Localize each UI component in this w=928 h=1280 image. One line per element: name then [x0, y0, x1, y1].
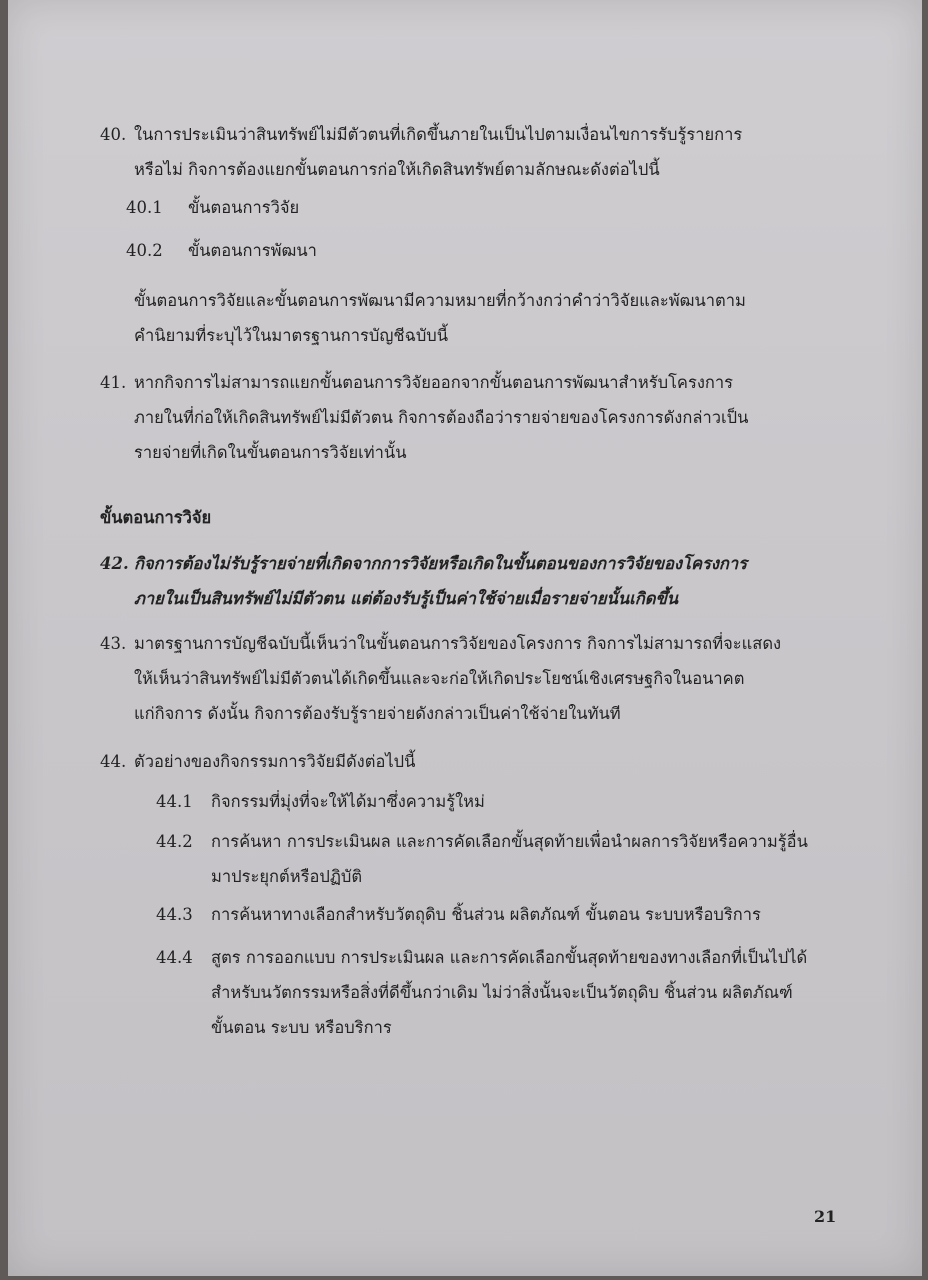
subitem-number: 40.1 [126, 198, 163, 217]
subitem-number: 44.2 [156, 832, 193, 851]
text-line: รายจ่ายที่เกิดในขั้นตอนการวิจัยเท่านั้น [134, 443, 407, 462]
text-line: ขั้นตอนการพัฒนา [188, 241, 317, 260]
paragraph-40-continuation [134, 283, 746, 353]
text-line: กิจการต้องไม่รับรู้รายจ่ายที่เกิดจากการวิจัยหรือเกิดในขั้นตอนของการวิจัยของโครงการ [134, 554, 748, 573]
text-line: การค้นหา การประเมินผล และการคัดเลือกขั้นสุดท้ายเพื่อนำผลการวิจัยหรือความรู้อื่น [211, 832, 808, 851]
text-line: ภายในที่ก่อให้เกิดสินทรัพย์ไม่มีตัวตน กิจการต้องถือว่ารายจ่ายของโครงการดังกล่าวเป็น [134, 408, 749, 427]
text-line: ตัวอย่างของกิจกรรมการวิจัยมีดังต่อไปนี้ [134, 752, 416, 771]
text-line: หากกิจการไม่สามารถแยกขั้นตอนการวิจัยออกจากขั้นตอนการพัฒนาสำหรับโครงการ [134, 373, 734, 392]
text-line: หรือไม่ กิจการต้องแยกขั้นตอนการก่อให้เกิดสินทรัพย์ตามลักษณะดังต่อไปนี้ [134, 160, 660, 179]
section-heading: ขั้นตอนการวิจัย [100, 508, 212, 527]
text-line: แก่กิจการ ดังนั้น กิจการต้องรับรู้รายจ่ายดังกล่าวเป็นค่าใช้จ่ายในทันที [134, 704, 621, 723]
text-line: มาตรฐานการบัญชีฉบับนี้เห็นว่าในขั้นตอนการวิจัยของโครงการ กิจการไม่สามารถที่จะแสดง [134, 634, 782, 653]
subitem-number: 40.2 [126, 241, 163, 260]
paragraph-number: 42. [100, 554, 129, 573]
text-line: ขั้นตอน ระบบ หรือบริการ [211, 1018, 392, 1037]
text-line: คำนิยามที่ระบุไว้ในมาตรฐานการบัญชีฉบับนี้ [134, 326, 449, 345]
paragraph-number: 44. [100, 752, 127, 771]
text-line: ขั้นตอนการวิจัย [188, 198, 300, 217]
paragraph-number: 41. [100, 373, 127, 392]
text-line: สำหรับนวัตกรรมหรือสิ่งที่ดีขึ้นกว่าเดิม ไม่ว่าสิ่งนั้นจะเป็นวัตถุดิบ ชิ้นส่วน ผลิตภัณฑ์ [211, 983, 793, 1002]
text-line: การค้นหาทางเลือกสำหรับวัตถุดิบ ชิ้นส่วน ผลิตภัณฑ์ ขั้นตอน ระบบหรือบริการ [211, 905, 761, 924]
subitem-number: 44.1 [156, 792, 193, 811]
paragraph-number: 40. [100, 125, 127, 144]
text-line: ภายในเป็นสินทรัพย์ไม่มีตัวตน แต่ต้องรับรู้เป็นค่าใช้จ่ายเมื่อรายจ่ายนั้นเกิดขึ้น [134, 589, 679, 608]
page-number: 21 [814, 1207, 837, 1226]
text-line: สูตร การออกแบบ การประเมินผล และการคัดเลือกขั้นสุดท้ายของทางเลือกที่เป็นไปได้ [211, 948, 808, 967]
subitem-number: 44.3 [156, 905, 193, 924]
subitem-number: 44.4 [156, 948, 193, 967]
paragraph-number: 43. [100, 634, 127, 653]
text-line: มาประยุกต์หรือปฏิบัติ [211, 867, 363, 886]
text-line: ขั้นตอนการวิจัยและขั้นตอนการพัฒนามีความหมายที่กว้างกว่าคำว่าวิจัยและพัฒนาตาม [134, 291, 746, 310]
text-line: ในการประเมินว่าสินทรัพย์ไม่มีตัวตนที่เกิดขึ้นภายในเป็นไปตามเงื่อนไขการรับรู้รายการ [134, 125, 743, 144]
document-page [8, 0, 922, 1276]
text-line: ให้เห็นว่าสินทรัพย์ไม่มีตัวตนได้เกิดขึ้นและจะก่อให้เกิดประโยชน์เชิงเศรษฐกิจในอนาคต [134, 669, 745, 688]
text-line: กิจกรรมที่มุ่งที่จะให้ได้มาซึ่งความรู้ใหม่ [211, 792, 485, 811]
